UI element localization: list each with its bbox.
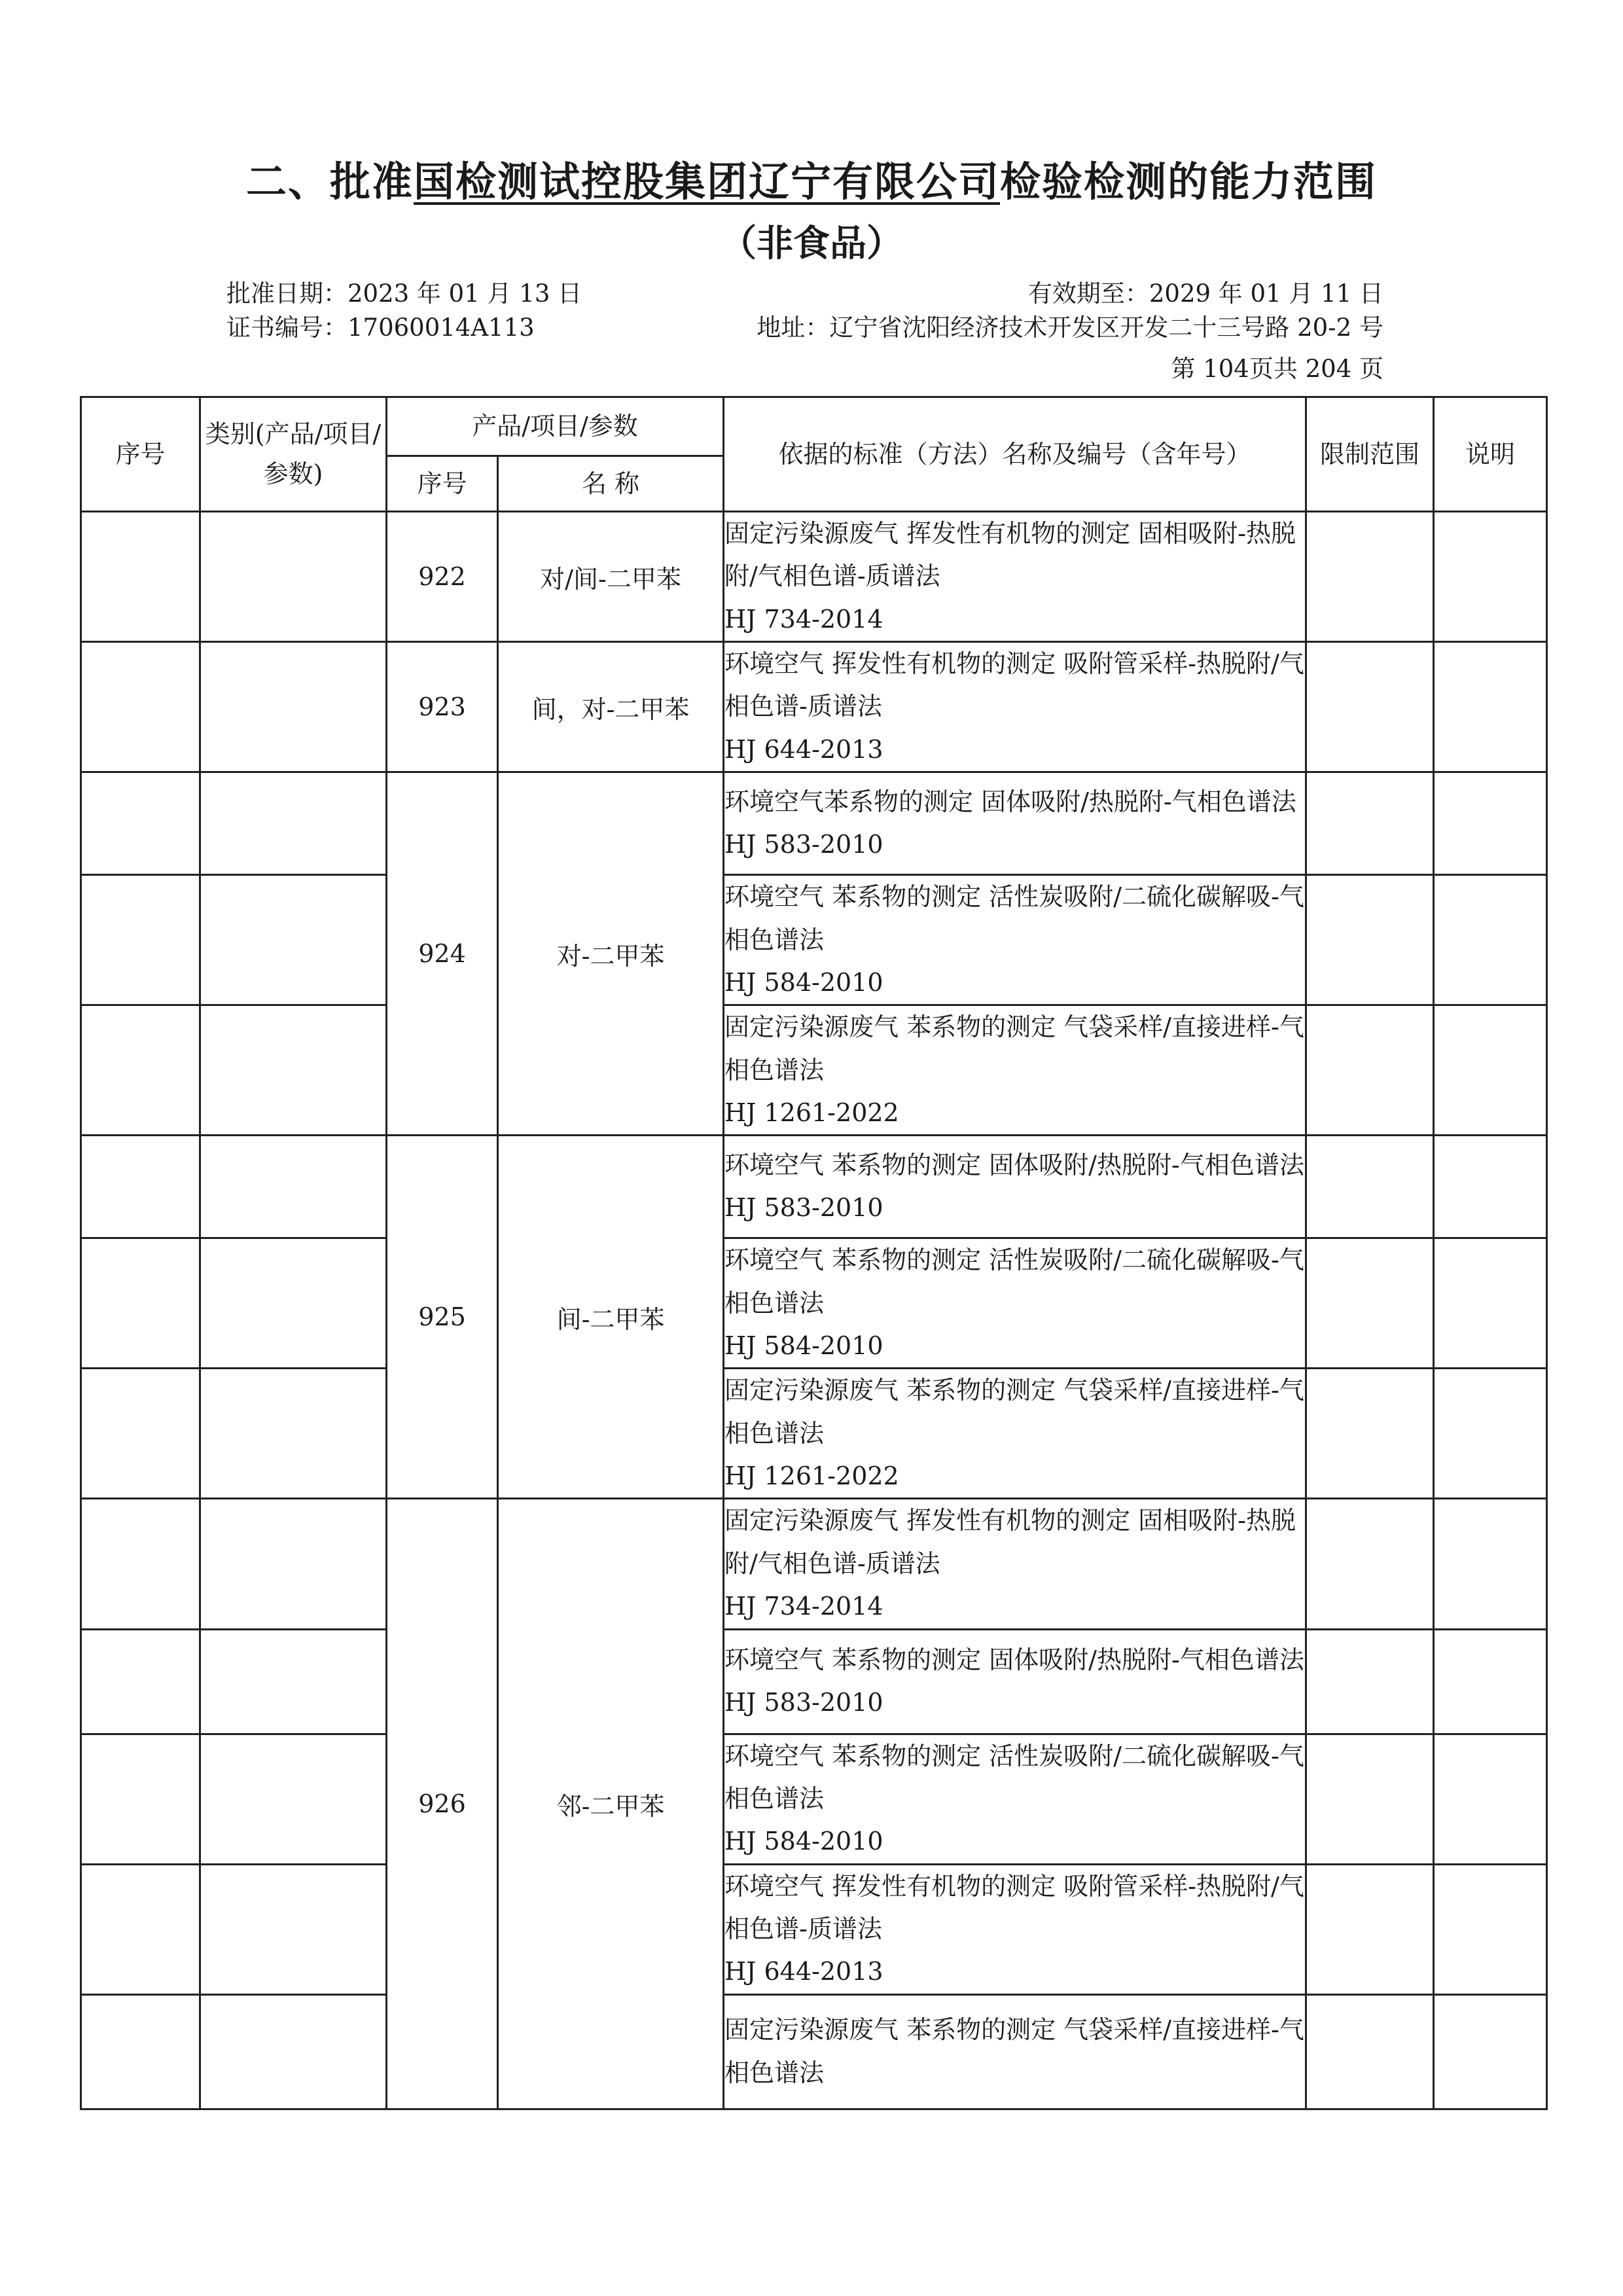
category-cell	[200, 642, 387, 772]
limit-cell	[1306, 512, 1434, 642]
standard-cell	[724, 642, 1306, 772]
limit-cell	[1306, 772, 1434, 875]
standard-cell	[724, 1864, 1306, 1994]
standard-cell	[724, 1005, 1306, 1136]
standard-cell	[724, 1369, 1306, 1499]
category-cell	[200, 772, 387, 875]
standard-code: HJ 644-2013	[724, 1957, 883, 1986]
approval-date: 批准日期：2023 年 01 月 13 日	[226, 279, 582, 308]
table-row	[81, 1136, 1547, 1238]
header-limit: 限制范围	[1306, 397, 1434, 512]
valid-until: 有效期至：2029 年 01 月 11 日	[1027, 279, 1383, 308]
standard-text: 环境空气 挥发性有机物的测定 吸附管采样-热脱附/气相色谱-质谱法	[724, 649, 1304, 721]
note-cell	[1434, 1864, 1547, 1994]
standard-text: 固定污染源废气 挥发性有机物的测定 固相吸附-热脱附/气相色谱-质谱法	[724, 519, 1296, 591]
note-cell	[1434, 1629, 1547, 1734]
standard-text: 环境空气 苯系物的测定 活性炭吸附/二硫化碳解吸-气相色谱法	[724, 1741, 1304, 1813]
table-row	[81, 1864, 1547, 1994]
limit-cell	[1306, 642, 1434, 772]
note-cell	[1434, 1238, 1547, 1369]
standard-code: HJ 1261-2022	[724, 1462, 899, 1491]
standard-code: HJ 734-2014	[724, 1592, 883, 1621]
limit-cell	[1306, 875, 1434, 1005]
address: 地址：辽宁省沈阳经济技术开发区开发二十三号路 20-2 号	[757, 314, 1383, 342]
limit-cell	[1306, 1238, 1434, 1369]
item-name-cell: 间-二甲苯	[498, 1136, 724, 1499]
note-cell	[1434, 1369, 1547, 1499]
item-no-cell: 922	[387, 512, 498, 642]
item-no-cell: 926	[387, 1499, 498, 2109]
seq-cell	[81, 1005, 200, 1136]
page-title	[0, 149, 1623, 207]
table-row	[81, 642, 1547, 772]
title-company: 国检测试控股集团辽宁有限公司	[413, 158, 1000, 206]
standard-code: HJ 734-2014	[724, 604, 883, 634]
standard-cell	[724, 1136, 1306, 1238]
standard-cell	[724, 1994, 1306, 2109]
category-cell	[200, 1629, 387, 1734]
standard-code: HJ 644-2013	[724, 734, 883, 764]
standard-cell	[724, 772, 1306, 875]
seq-cell	[81, 512, 200, 642]
seq-cell	[81, 642, 200, 772]
table-row	[81, 875, 1547, 1005]
note-cell	[1434, 1734, 1547, 1864]
table-row	[81, 1499, 1547, 1629]
table-row	[81, 1369, 1547, 1499]
seq-cell	[81, 1629, 200, 1734]
standard-code: HJ 584-2010	[724, 1827, 883, 1856]
seq-cell	[81, 1136, 200, 1238]
standard-cell	[724, 1734, 1306, 1864]
scope-table-body	[81, 512, 1547, 2109]
category-cell	[200, 512, 387, 642]
table-row	[81, 1629, 1547, 1734]
table-row	[81, 512, 1547, 642]
standard-text: 环境空气 苯系物的测定 活性炭吸附/二硫化碳解吸-气相色谱法	[724, 882, 1304, 954]
standard-text: 环境空气 挥发性有机物的测定 吸附管采样-热脱附/气相色谱-质谱法	[724, 1871, 1304, 1943]
note-cell	[1434, 875, 1547, 1005]
category-cell	[200, 1136, 387, 1238]
header-item-no: 序号	[387, 456, 498, 512]
item-name-cell: 对/间-二甲苯	[498, 512, 724, 642]
category-cell	[200, 1734, 387, 1864]
item-name-cell: 邻-二甲苯	[498, 1499, 724, 2109]
item-name-cell: 对-二甲苯	[498, 772, 724, 1136]
category-cell	[200, 1499, 387, 1629]
header-category: 类别(产品/项目/参数)	[200, 397, 387, 512]
category-cell	[200, 1864, 387, 1994]
limit-cell	[1306, 1864, 1434, 1994]
standard-cell	[724, 1238, 1306, 1369]
page-info: 第 104页共 204 页	[1171, 355, 1383, 383]
table-row	[81, 1994, 1547, 2109]
standard-cell	[724, 875, 1306, 1005]
table-row	[81, 1238, 1547, 1369]
limit-cell	[1306, 1369, 1434, 1499]
category-cell	[200, 1238, 387, 1369]
header-note: 说明	[1434, 397, 1547, 512]
standard-text: 环境空气 苯系物的测定 活性炭吸附/二硫化碳解吸-气相色谱法	[724, 1246, 1304, 1318]
note-cell	[1434, 1005, 1547, 1136]
standard-text: 固定污染源废气 苯系物的测定 气袋采样/直接进样-气相色谱法	[724, 1376, 1304, 1448]
standard-cell	[724, 512, 1306, 642]
seq-cell	[81, 1734, 200, 1864]
standard-text: 固定污染源废气 苯系物的测定 气袋采样/直接进样-气相色谱法	[724, 2015, 1304, 2087]
category-cell	[200, 1369, 387, 1499]
category-cell	[200, 1005, 387, 1136]
note-cell	[1434, 1136, 1547, 1238]
seq-cell	[81, 1499, 200, 1629]
limit-cell	[1306, 1629, 1434, 1734]
note-cell	[1434, 1499, 1547, 1629]
limit-cell	[1306, 1005, 1434, 1136]
standard-text: 固定污染源废气 挥发性有机物的测定 固相吸附-热脱附/气相色谱-质谱法	[724, 1506, 1296, 1578]
note-cell	[1434, 1994, 1547, 2109]
page-subtitle: （非食品）	[720, 223, 903, 265]
limit-cell	[1306, 1499, 1434, 1629]
item-name-cell: 间，对-二甲苯	[498, 642, 724, 772]
category-cell	[200, 875, 387, 1005]
category-cell	[200, 1994, 387, 2109]
item-no-cell: 925	[387, 1136, 498, 1499]
table-row	[81, 772, 1547, 875]
standard-code: HJ 584-2010	[724, 1331, 883, 1361]
note-cell	[1434, 772, 1547, 875]
seq-cell	[81, 1369, 200, 1499]
standard-text: 固定污染源废气 苯系物的测定 气袋采样/直接进样-气相色谱法	[724, 1013, 1304, 1085]
note-cell	[1434, 642, 1547, 772]
item-no-cell: 924	[387, 772, 498, 1136]
header-standard: 依据的标准（方法）名称及编号（含年号）	[724, 397, 1306, 512]
item-no-cell: 923	[387, 642, 498, 772]
seq-cell	[81, 772, 200, 875]
limit-cell	[1306, 1136, 1434, 1238]
seq-cell	[81, 875, 200, 1005]
standard-text: 环境空气苯系物的测定 固体吸附/热脱附-气相色谱法 HJ 583-2010	[724, 787, 1296, 859]
header-product-group: 产品/项目/参数	[387, 397, 724, 456]
title-prefix: 二、批准	[245, 158, 414, 206]
header-item-name: 名 称	[498, 456, 724, 512]
standard-text: 环境空气 苯系物的测定 固体吸附/热脱附-气相色谱法 HJ 583-2010	[724, 1150, 1304, 1223]
header-seq: 序号	[81, 397, 200, 512]
standard-cell	[724, 1629, 1306, 1734]
limit-cell	[1306, 1994, 1434, 2109]
standard-text: 环境空气 苯系物的测定 固体吸附/热脱附-气相色谱法 HJ 583-2010	[724, 1645, 1304, 1717]
seq-cell	[81, 1994, 200, 2109]
title-suffix: 检验检测的能力范围	[1000, 158, 1378, 206]
standard-code: HJ 584-2010	[724, 967, 883, 997]
scope-table	[80, 396, 1548, 2110]
table-row	[81, 1005, 1547, 1136]
standard-code: HJ 1261-2022	[724, 1098, 899, 1127]
limit-cell	[1306, 1734, 1434, 1864]
certificate-number: 证书编号：17060014A113	[226, 314, 535, 342]
table-row	[81, 1734, 1547, 1864]
seq-cell	[81, 1864, 200, 1994]
seq-cell	[81, 1238, 200, 1369]
standard-cell	[724, 1499, 1306, 1629]
note-cell	[1434, 512, 1547, 642]
